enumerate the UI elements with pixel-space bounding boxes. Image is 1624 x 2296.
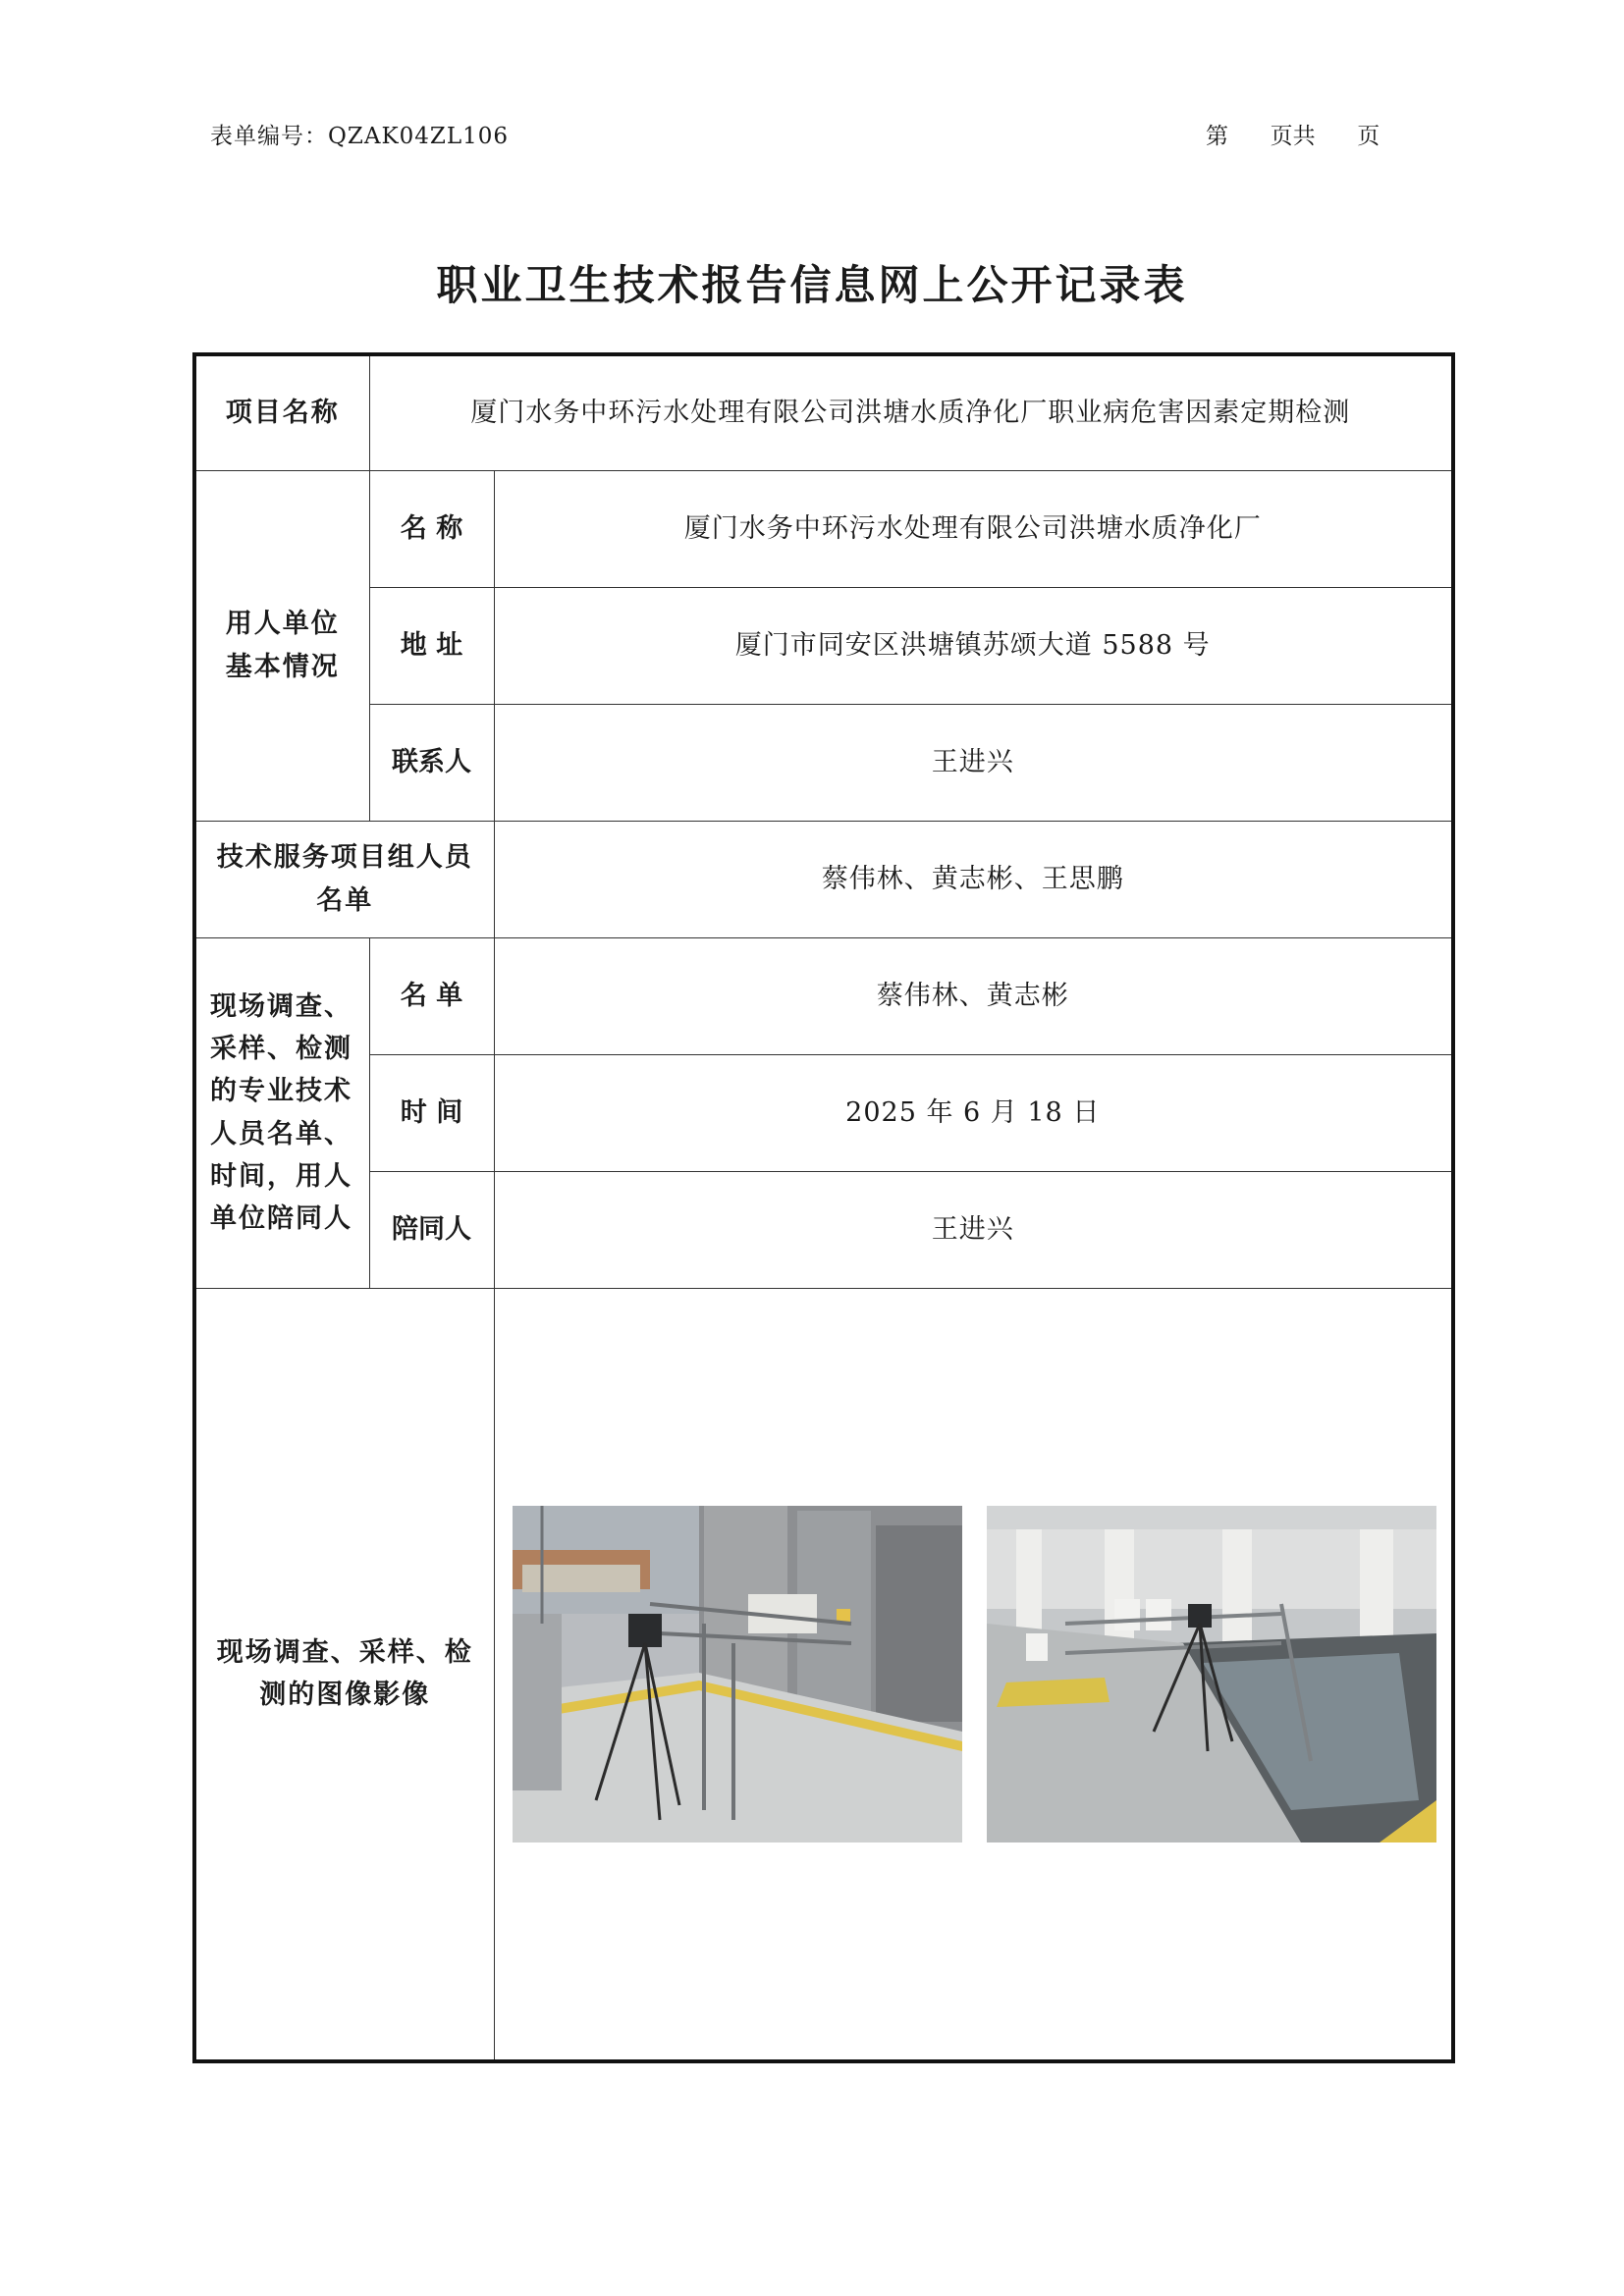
table-row-onsite-escort: [194, 1171, 1453, 1288]
onsite-escort-value: 王进兴: [494, 1171, 1453, 1288]
table-row-employer-name: [194, 470, 1453, 587]
site-photo-2-image: [987, 1506, 1436, 1842]
table-row-team: [194, 821, 1453, 937]
team-value: 蔡伟林、黄志彬、王思鹏: [494, 821, 1453, 937]
site-photo-1: [513, 1506, 962, 1842]
table-row-employer-address: [194, 587, 1453, 704]
site-photo-2: [987, 1506, 1436, 1842]
site-photo-1-image: [513, 1506, 962, 1842]
employer-label: 用人单位基本情况: [194, 470, 369, 821]
table-row-images: [194, 1288, 1453, 2061]
employer-address-value: 厦门市同安区洪塘镇苏颂大道 5588 号: [494, 587, 1453, 704]
table-row-onsite-names: [194, 937, 1453, 1054]
onsite-time-label: 时 间: [369, 1054, 494, 1171]
employer-name-value: 厦门水务中环污水处理有限公司洪塘水质净化厂: [494, 470, 1453, 587]
table-row-project: [194, 354, 1453, 470]
table-row-onsite-time: [194, 1054, 1453, 1171]
employer-address-label: 地 址: [369, 587, 494, 704]
employer-name-label: 名 称: [369, 470, 494, 587]
onsite-names-label: 名 单: [369, 937, 494, 1054]
table-row-employer-contact: [194, 704, 1453, 821]
images-cell: [494, 1288, 1453, 2061]
onsite-escort-label: 陪同人: [369, 1171, 494, 1288]
record-table: [192, 352, 1455, 2063]
project-name-value: 厦门水务中环污水处理有限公司洪塘水质净化厂职业病危害因素定期检测: [369, 354, 1453, 470]
form-number: 表单编号：QZAK04ZL106: [210, 124, 510, 149]
team-label: 技术服务项目组人员名单: [194, 821, 494, 937]
onsite-time-value: 2025 年 6 月 18 日: [494, 1054, 1453, 1171]
onsite-label: 现场调查、采样、检测的专业技术人员名单、时间，用人单位陪同人: [194, 937, 369, 1288]
employer-contact-label: 联系人: [369, 704, 494, 821]
employer-contact-value: 王进兴: [494, 704, 1453, 821]
page-indicator: 第 页共 页: [1206, 124, 1380, 149]
document-title: 职业卫生技术报告信息网上公开记录表: [436, 261, 1188, 309]
photo-gallery: [495, 1506, 1452, 1842]
onsite-names-value: 蔡伟林、黄志彬: [494, 937, 1453, 1054]
project-name-label: 项目名称: [194, 354, 369, 470]
images-label: 现场调查、采样、检测的图像影像: [194, 1288, 494, 2061]
